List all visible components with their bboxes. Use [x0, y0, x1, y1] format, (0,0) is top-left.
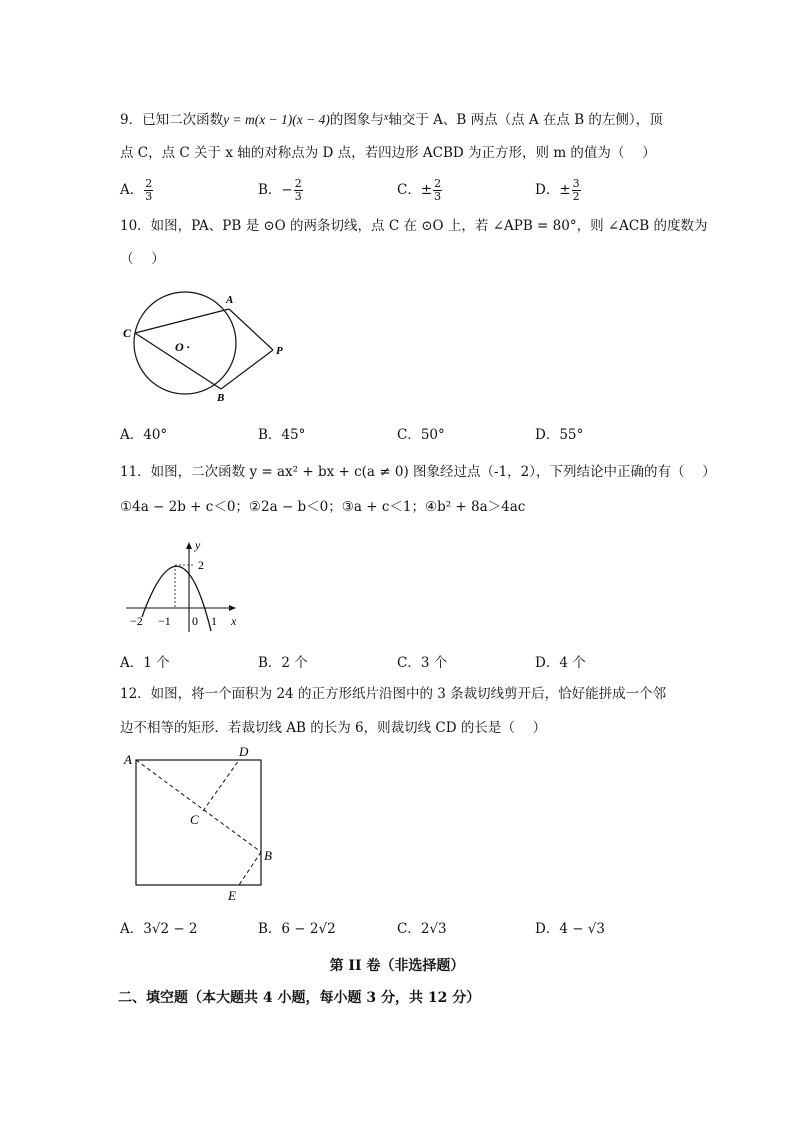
label-minus-one: −1 — [158, 614, 171, 628]
option-label: C． — [397, 182, 421, 198]
q9-option-c[interactable] — [397, 176, 443, 204]
option-label: A． — [120, 182, 144, 198]
q12-line-1: 12．如图，将一个面积为 24 的正方形纸片沿图中的 3 条裁切线剪开后，恰好能拼成一个邻 — [120, 686, 667, 702]
q9-x-symbol: x — [383, 112, 389, 123]
q11-option-d[interactable]: D．4 个 — [535, 655, 586, 671]
part-title: 二、填空题（本大题共 4 小题，每小题 3 分，共 12 分） — [118, 990, 481, 1006]
label-two: 2 — [198, 558, 204, 572]
q9-option-d[interactable] — [535, 176, 582, 204]
label-p: P — [276, 345, 283, 357]
option-label: B． — [258, 182, 282, 198]
q9-line-1 — [120, 108, 663, 130]
label-x: x — [231, 614, 237, 628]
label-y: y — [195, 538, 201, 552]
fraction-numerator: 3 — [572, 177, 580, 190]
label-d: D — [239, 744, 249, 759]
label-c: C — [123, 326, 132, 340]
label-e: E — [228, 888, 236, 903]
q9-text-b: 的图象与 — [329, 112, 384, 128]
fraction-numerator: 2 — [294, 177, 302, 190]
fraction-denominator: 3 — [294, 190, 302, 203]
q10-figure — [115, 283, 295, 408]
label-b: B — [217, 392, 225, 404]
cut-be — [239, 852, 261, 885]
q11-line-2: ①4a − 2b + c＜0；②2a − b＜0；③a + c＜1；④b² + 8a＞4ac — [120, 499, 526, 515]
option-sign: ± — [559, 182, 571, 198]
q11-option-b[interactable]: B．2 个 — [258, 655, 308, 671]
q9-options — [120, 176, 720, 204]
q12-option-c[interactable]: C．2√3 — [397, 921, 447, 937]
fraction — [144, 178, 153, 203]
q10-option-a[interactable]: A．40° — [120, 427, 168, 443]
label-b: B — [264, 848, 272, 863]
label-a: A — [226, 294, 234, 306]
q10-option-d[interactable]: D．55° — [535, 427, 584, 443]
q10-option-c[interactable]: C．50° — [397, 427, 445, 443]
label-one: 1 — [211, 614, 217, 628]
fraction-denominator: 3 — [145, 190, 153, 203]
section-title: 第 II 卷（非选择题） — [329, 958, 465, 974]
q11-option-a[interactable]: A．1 个 — [120, 655, 170, 671]
fraction-denominator: 2 — [572, 190, 580, 203]
q9-option-a[interactable] — [120, 176, 154, 204]
q9-formula: y = m(x − 1)(x − 4) — [223, 112, 330, 127]
q10-option-b[interactable]: B．45° — [258, 427, 306, 443]
fraction-numerator: 2 — [434, 177, 442, 190]
x-axis-arrow — [229, 605, 236, 611]
label-a: A — [124, 752, 132, 767]
q9-line-2: 点 C，点 C 关于 x 轴的对称点为 D 点，若四边形 ACBD 为正方形，则 m 的值为（ ） — [120, 145, 656, 161]
q10-line-1: 10．如图，PA、PB 是 ⊙O 的两条切线，点 C 在 ⊙O 上，若 ∠APB = 80°，则 ∠ACB 的度数为 — [120, 218, 708, 234]
cut-ab — [136, 760, 261, 852]
q10-line-2: （ ） — [120, 251, 165, 267]
label-minus-two: −2 — [130, 614, 143, 628]
cut-cd — [203, 760, 239, 811]
fraction — [294, 178, 303, 203]
q11-option-c[interactable]: C．3 个 — [397, 655, 448, 671]
q12-option-b[interactable]: B．6 − 2√2 — [258, 921, 336, 937]
option-sign: − — [281, 182, 293, 198]
option-label: D． — [535, 182, 560, 198]
q12-options — [120, 915, 720, 943]
q9-text-a: 9．已知二次函数 — [120, 112, 224, 128]
label-o: O · — [175, 340, 190, 354]
q12-figure — [118, 742, 283, 907]
q9-text-c: 轴交于 A、B 两点（点 A 在点 B 的左侧），顶 — [388, 112, 663, 128]
fraction-denominator: 3 — [434, 190, 442, 203]
q11-options — [120, 649, 720, 677]
q11-line-1: 11．如图，二次函数 y = ax² + bx + c(a ≠ 0) 图象经过点（-1，2），下列结论中正确的有（ ） — [120, 464, 716, 480]
q11-figure — [122, 537, 247, 632]
q12-option-d[interactable]: D．4 − √3 — [535, 921, 605, 937]
y-axis-arrow — [186, 542, 192, 549]
fraction-numerator: 2 — [145, 177, 153, 190]
q12-line-2: 边不相等的矩形．若裁切线 AB 的长为 6，则裁切线 CD 的长是（ ） — [120, 720, 547, 736]
chord-ca — [135, 309, 229, 333]
label-zero: 0 — [192, 614, 198, 628]
fraction — [572, 178, 581, 203]
label-c: C — [190, 812, 199, 827]
parabola — [142, 566, 211, 631]
fraction — [433, 178, 442, 203]
q10-options — [120, 421, 720, 449]
option-sign: ± — [420, 182, 433, 198]
q12-option-a[interactable]: A．3√2 − 2 — [120, 921, 198, 937]
q9-option-b[interactable] — [258, 176, 304, 204]
